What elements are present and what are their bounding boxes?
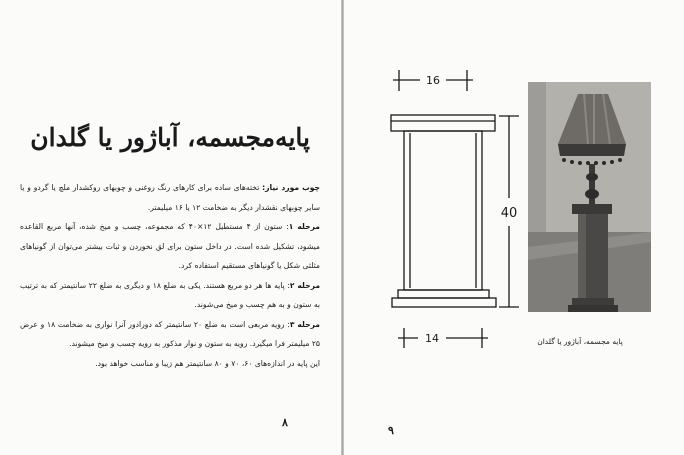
page-title: پایه‌مجسمه، آباژور یا گلدان [30,123,310,152]
paragraph-label: مرحله ۱ [288,222,321,231]
page-number-left: ۸ [282,416,288,429]
paragraph-label: مرحله ۲ [289,280,321,290]
paragraph-body: تخته‌های ساده برای کارهای رنگ روغنی و چوبهای روکشدار ملچ یا گردو و یا سایر چوبهای نقشدار دیگر به ضخامت ۱۲ یا ۱۶ میلیمتر. [20,183,320,212]
paragraph-label: مرحله ۳ [289,319,321,329]
paragraph-body: : رویه مربعی است به ضلع ۲۰ سانتیمتر که دورادور آنرا نواری به ضخامت ۱۸ و عرض ۲۵ میلیمتر فرا میگیرد. رویه به ستون و نوار مذکور به رویه چسب و میخ میشوند. [20,319,320,348]
paragraph-label: چوب مورد نیاز: [262,183,320,192]
lamp-photo [528,82,651,312]
paragraph-step-2 [20,276,320,315]
top-width-label: 16 [426,74,440,87]
paragraph-body: : ستون از ۴ مستطیل ۱۲×۴۰ که مجموعه، چسب و میخ شده، آنها مربع القاعده میشود، تشکیل شده است. در داخل ستون برای لق نخوردن و ثبات بیشتر می‌توان از گونیاهای مثلثی شکل یا گونیاهای مستقیم استفاده کرد. [20,222,320,270]
paragraph-body: این پایه در اندازه‌های ۶۰، ۷۰ و ۸۰ سانتیمتر هم زیبا و مناسب خواهد بود. [95,358,320,368]
height-label: 40 [500,206,518,221]
instructions-text [20,178,320,373]
paragraph-body: : پایه ها هر دو مربع هستند. یکی به ضلع ۱۸ و دیگری به ضلع ۲۲ سانتیمتر که به ترتیب به ستون و به هم چسب و میخ می‌شوند. [20,280,320,309]
photo-caption: پایه مجسمه، آباژور یا گلدان [537,337,623,346]
paragraph-step-1 [20,217,320,276]
paragraph-step-3 [20,315,320,354]
paragraph-closing [20,354,320,374]
page-number-right: ۹ [388,424,394,437]
paragraph-materials [20,178,320,217]
bottom-width-label: 14 [425,332,439,345]
